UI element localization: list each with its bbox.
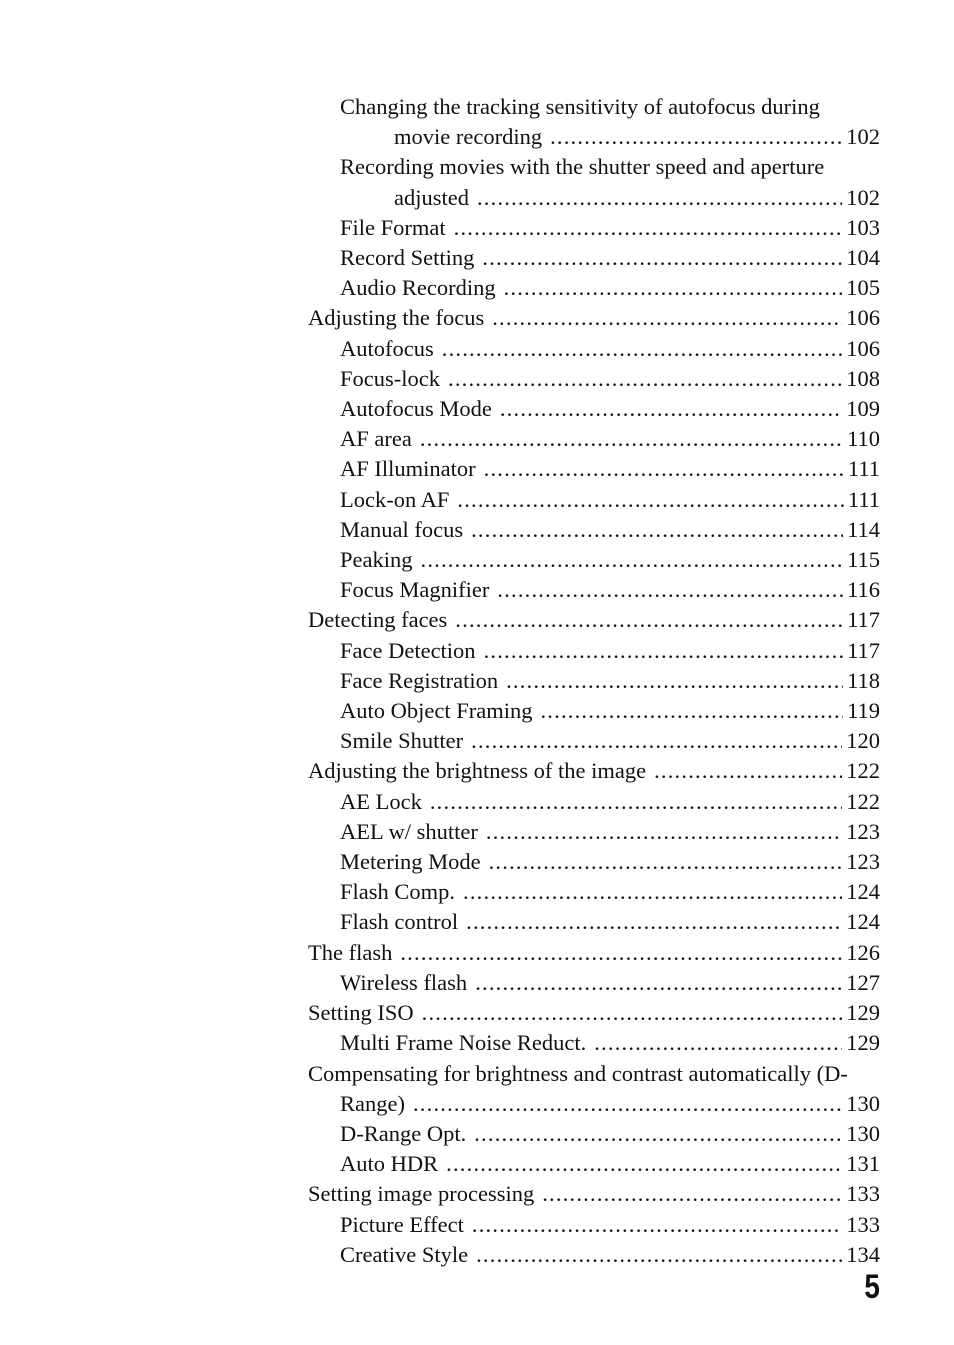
toc-subentry[interactable] — [308, 454, 880, 484]
toc-page-number: 102 — [846, 124, 880, 150]
dot-leader — [540, 696, 843, 726]
toc-page-number: 134 — [846, 1241, 880, 1267]
toc-page-number: 127 — [846, 969, 880, 995]
dot-leader — [457, 485, 844, 515]
toc-entry-title: Setting ISO — [308, 1000, 414, 1026]
toc-subentry[interactable] — [308, 1119, 880, 1149]
toc-entry-title: Adjusting the brightness of the image — [308, 758, 647, 784]
toc-row — [340, 545, 880, 575]
toc-entry-title-line: Changing the tracking sensitivity of autofocus during — [340, 94, 820, 119]
toc-row — [340, 666, 880, 696]
toc-subentry[interactable] — [308, 92, 880, 152]
dot-leader — [484, 454, 844, 484]
toc-entry[interactable] — [308, 1059, 880, 1119]
toc-page-number: 117 — [847, 637, 880, 663]
dot-leader — [506, 666, 843, 696]
toc-row — [308, 1179, 880, 1209]
toc-entry-title: Face Detection — [340, 637, 476, 663]
toc-page-number: 129 — [846, 1030, 880, 1056]
toc-subentry[interactable] — [308, 515, 880, 545]
toc-subentry[interactable] — [308, 817, 880, 847]
toc-page-number: 115 — [847, 547, 880, 573]
toc-entry-title: Focus-lock — [340, 365, 440, 391]
toc-row — [308, 938, 880, 968]
toc-row — [340, 122, 880, 152]
toc-page-number: 129 — [846, 1000, 880, 1026]
dot-leader — [542, 1179, 842, 1209]
toc-page-number: 109 — [846, 396, 880, 422]
toc-subentry[interactable] — [308, 243, 880, 273]
toc-entry-title: Smile Shutter — [340, 728, 464, 754]
dot-leader — [497, 575, 843, 605]
dot-leader — [421, 545, 844, 575]
toc-row — [340, 485, 880, 515]
toc-page-number: 106 — [846, 305, 880, 331]
dot-leader — [474, 1119, 842, 1149]
toc-page-number: 124 — [846, 879, 880, 905]
toc-entry[interactable] — [308, 938, 880, 968]
dot-leader — [492, 303, 842, 333]
toc-subentry[interactable] — [308, 1210, 880, 1240]
toc-page-number: 116 — [847, 577, 880, 603]
toc-page-number: 106 — [846, 335, 880, 361]
dot-leader — [422, 998, 843, 1028]
dot-leader — [420, 424, 843, 454]
toc-subentry[interactable] — [308, 666, 880, 696]
toc-entry-title-line: Compensating for brightness and contrast automatically (D- — [308, 1060, 848, 1086]
toc-page-number: 131 — [846, 1151, 880, 1177]
toc-page-number: 120 — [846, 728, 880, 754]
toc-subentry[interactable] — [308, 424, 880, 454]
toc-entry-title: Focus Magnifier — [340, 577, 490, 603]
toc-row — [340, 273, 880, 303]
dot-leader — [472, 1210, 842, 1240]
toc-entry-title: adjusted — [394, 184, 469, 210]
toc-subentry[interactable] — [308, 213, 880, 243]
toc-row — [340, 515, 880, 545]
toc-row — [340, 394, 880, 424]
dot-leader — [477, 183, 842, 213]
toc-entry-title: Creative Style — [340, 1241, 469, 1267]
toc-row — [340, 575, 880, 605]
toc-row — [340, 1119, 880, 1149]
dot-leader — [476, 1240, 842, 1270]
dot-leader — [463, 877, 842, 907]
toc-entry-title: Multi Frame Noise Reduct. — [340, 1030, 587, 1056]
toc-row — [340, 726, 880, 756]
dot-leader — [400, 938, 842, 968]
toc-page-number: 133 — [846, 1181, 880, 1207]
dot-leader — [484, 636, 844, 666]
toc-page-number: 111 — [847, 456, 880, 482]
toc-page-number: 105 — [846, 275, 880, 301]
toc-row — [340, 636, 880, 666]
toc-page-number: 124 — [846, 909, 880, 935]
toc-row — [340, 696, 880, 726]
toc-row — [340, 364, 880, 394]
toc-page-number: 104 — [846, 245, 880, 271]
toc-entry[interactable] — [308, 998, 880, 1028]
toc-entry-title: AEL w/ shutter — [340, 818, 478, 844]
toc-page-number: 119 — [847, 698, 880, 724]
toc-page-number: 110 — [847, 426, 880, 452]
toc-entry-title: AF area — [340, 426, 412, 452]
toc-entry-title: Autofocus — [340, 335, 434, 361]
toc-row — [308, 756, 880, 786]
toc-entry[interactable] — [308, 605, 880, 635]
toc-entry-title: Wireless flash — [340, 969, 468, 995]
toc-page-number: 111 — [847, 486, 880, 512]
dot-leader — [504, 273, 843, 303]
toc-row — [340, 243, 880, 273]
toc-row — [340, 817, 880, 847]
table-of-contents — [308, 92, 880, 1270]
toc-entry-title: File Format — [340, 214, 446, 240]
toc-entry-title: Picture Effect — [340, 1211, 464, 1237]
dot-leader — [486, 817, 842, 847]
toc-entry-title: Flash control — [340, 909, 459, 935]
toc-row — [340, 213, 880, 243]
toc-row — [308, 605, 880, 635]
dot-leader — [550, 122, 842, 152]
toc-subentry[interactable] — [308, 907, 880, 937]
page-number: 5 — [864, 1268, 880, 1306]
toc-row — [308, 1089, 880, 1119]
dot-leader — [471, 515, 843, 545]
toc-entry-title: Lock-on AF — [340, 486, 450, 512]
toc-entry-title: Record Setting — [340, 245, 475, 271]
toc-subentry[interactable] — [308, 1149, 880, 1179]
toc-entry-title: Auto HDR — [340, 1151, 439, 1177]
toc-page-number: 126 — [846, 939, 880, 965]
toc-page-number: 103 — [846, 214, 880, 240]
toc-row — [340, 787, 880, 817]
toc-entry-title: Peaking — [340, 547, 413, 573]
toc-row — [340, 877, 880, 907]
toc-subentry[interactable] — [308, 485, 880, 515]
dot-leader — [448, 364, 842, 394]
dot-leader — [430, 787, 842, 817]
toc-subentry[interactable] — [308, 877, 880, 907]
toc-entry[interactable] — [308, 1179, 880, 1209]
toc-entry-title: D-Range Opt. — [340, 1120, 467, 1146]
toc-subentry[interactable] — [308, 847, 880, 877]
toc-page-number: 102 — [846, 184, 880, 210]
toc-subentry[interactable] — [308, 1240, 880, 1270]
toc-entry-title: Flash Comp. — [340, 879, 456, 905]
toc-row — [340, 1210, 880, 1240]
toc-row — [340, 1149, 880, 1179]
toc-subentry[interactable] — [308, 364, 880, 394]
dot-leader — [489, 847, 843, 877]
toc-entry-title-line: Recording movies with the shutter speed and aperture — [340, 154, 825, 180]
toc-page-number: 130 — [846, 1090, 880, 1116]
toc-subentry[interactable] — [308, 152, 880, 212]
dot-leader — [442, 334, 843, 364]
toc-entry-title: AE Lock — [340, 788, 422, 814]
toc-row — [340, 847, 880, 877]
toc-entry-title: Adjusting the focus — [308, 305, 485, 331]
toc-subentry[interactable] — [308, 575, 880, 605]
toc-subentry[interactable] — [308, 696, 880, 726]
toc-subentry[interactable] — [308, 1028, 880, 1058]
toc-subentry[interactable] — [308, 636, 880, 666]
dot-leader — [594, 1028, 842, 1058]
toc-page-number: 108 — [846, 365, 880, 391]
toc-entry-title: Auto Object Framing — [340, 698, 533, 724]
toc-row — [340, 1028, 880, 1058]
toc-page-number: 123 — [846, 849, 880, 875]
toc-page-number: 117 — [847, 607, 880, 633]
toc-entry-title: Audio Recording — [340, 275, 496, 301]
toc-entry-title: movie recording — [394, 124, 543, 150]
toc-subentry[interactable] — [308, 273, 880, 303]
toc-subentry[interactable] — [308, 726, 880, 756]
toc-row — [308, 303, 880, 333]
dot-leader — [454, 213, 843, 243]
toc-row — [340, 1240, 880, 1270]
toc-page-number: 130 — [846, 1120, 880, 1146]
toc-entry-title: Range) — [340, 1090, 405, 1116]
dot-leader — [475, 968, 842, 998]
toc-subentry[interactable] — [308, 787, 880, 817]
toc-entry-title: Manual focus — [340, 516, 464, 542]
dot-leader — [500, 394, 842, 424]
dot-leader — [413, 1089, 842, 1119]
toc-entry-title: The flash — [308, 939, 393, 965]
toc-page-number: 114 — [847, 516, 880, 542]
toc-subentry[interactable] — [308, 545, 880, 575]
toc-row — [340, 907, 880, 937]
toc-entry[interactable] — [308, 303, 880, 333]
toc-row — [340, 424, 880, 454]
toc-entry-title: Setting image processing — [308, 1181, 535, 1207]
dot-leader — [482, 243, 842, 273]
toc-page-number: 118 — [847, 667, 880, 693]
toc-page-number: 122 — [846, 758, 880, 784]
toc-entry-title: Metering Mode — [340, 849, 481, 875]
toc-entry-title: Detecting faces — [308, 607, 448, 633]
toc-row — [340, 454, 880, 484]
toc-subentry[interactable] — [308, 968, 880, 998]
dot-leader — [446, 1149, 842, 1179]
dot-leader — [466, 907, 842, 937]
toc-page-number: 122 — [846, 788, 880, 814]
toc-page-number: 123 — [846, 818, 880, 844]
dot-leader — [471, 726, 842, 756]
dot-leader — [654, 756, 842, 786]
toc-subentry[interactable] — [308, 334, 880, 364]
toc-entry-title: AF Illuminator — [340, 456, 476, 482]
toc-entry[interactable] — [308, 756, 880, 786]
toc-subentry[interactable] — [308, 394, 880, 424]
toc-entry-title: Face Registration — [340, 667, 499, 693]
dot-leader — [455, 605, 843, 635]
toc-row — [340, 968, 880, 998]
toc-row — [308, 998, 880, 1028]
toc-row — [340, 183, 880, 213]
toc-page-number: 133 — [846, 1211, 880, 1237]
toc-entry-title: Autofocus Mode — [340, 396, 492, 422]
toc-row — [340, 334, 880, 364]
